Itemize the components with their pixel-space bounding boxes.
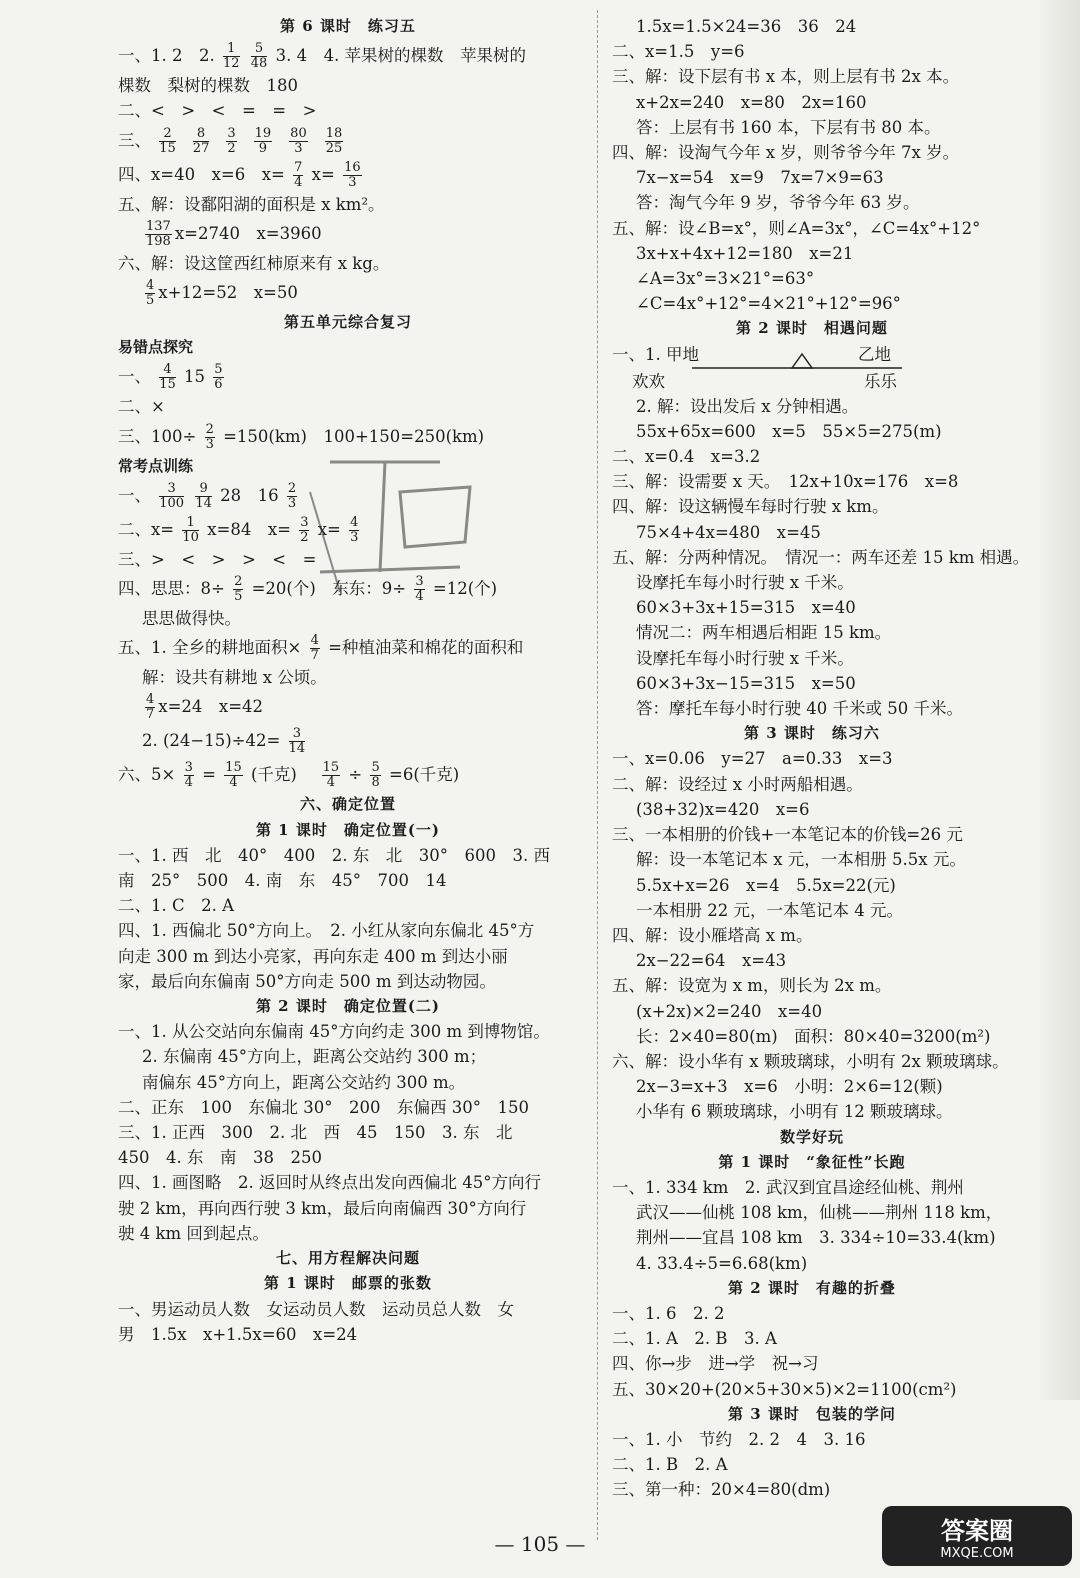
fraction: $\frac{1}{12}$ [222,41,240,72]
answer-line: 五、解：设鄱阳湖的面积是 x km²。 [118,194,385,214]
answer-line: 答：淘气今年 9 岁，爷爷今年 63 岁。 [636,193,920,213]
text: ÷ [348,765,363,785]
answer-line: 二、× [118,397,165,417]
answer-line: 一、1. 6 2. 2 [612,1303,725,1323]
answer-line: 四、你→步 进→学 祝→习 [612,1354,819,1374]
text: x= [311,164,335,184]
section-title: 第五单元综合复习 [283,313,412,332]
watermark-url: MXQE.COM [940,1546,1014,1561]
answer-line: 小华有 6 颗玻璃球，小明有 12 颗玻璃球。 [636,1102,953,1122]
text: =种植油菜和棉花的面积和 [328,638,524,658]
answer-line: 解：设一本笔记本 x 元，一本相册 5.5x 元。 [636,850,966,870]
answer-line [118,217,578,251]
diagram-label: 欢欢 [632,371,665,391]
text: 一、 [118,485,151,505]
answer-line: 60×3+3x−15=315 x=50 [636,673,856,693]
text: 三、100÷ [118,426,197,446]
answer-line: 设摩托车每小时行驶 x 千米。 [636,648,854,668]
section-title: 六、确定位置 [299,795,396,814]
answer-line: 五、30×20+(20×5+30×5)×2=1100(cm²) [612,1379,957,1399]
answer-line: 一、x=0.06 y=27 a=0.33 x=3 [612,749,893,769]
answer-line: 南 25° 500 4. 南 东 45° 700 14 [118,871,447,891]
answer-line: 四、解：设淘气今年 x 岁，则爷爷今年 7x 岁。 [612,143,960,163]
answer-line: 家，最后向东偏南 50°方向走 500 m 到达动物园。 [118,971,496,991]
answer-line: 答：摩托车每小时行驶 40 千米或 50 千米。 [636,699,963,719]
route-line [672,346,972,376]
answer-line: 向走 300 m 到达小亮家，再向东走 400 m 到达小丽 [118,946,508,966]
text: 2. (24−15)÷42= [142,731,281,751]
text: 四、x=40 x=6 x= [118,164,285,184]
text: 一、 [118,367,151,387]
section-title: 七、用方程解决问题 [275,1249,420,1268]
answer-line: 一、1. 西 北 40° 400 2. 东 北 30° 600 3. 西 [118,845,550,865]
fraction: $\frac{3}{100}$ [159,480,185,511]
answer-line: 1.5x=1.5×24=36 36 24 [636,17,857,36]
text: 15 [184,367,206,387]
lesson-title: 第 1 课时 邮票的张数 [264,1274,432,1293]
fraction: $\frac{5}{8}$ [371,760,380,791]
answer-line: 驶 4 km 回到起点。 [118,1223,269,1243]
answer-line [118,631,578,665]
answer-line: 7x−x=54 x=9 7x=7×9=63 [636,168,884,188]
lesson-title: 第 2 课时 相遇问题 [736,319,888,338]
answer-line: 三、一本相册的价钱+一本笔记本的价钱=26 元 [612,825,963,845]
fraction: $\frac{15}{4}$ [322,760,340,791]
fraction: $\frac{4}{3}$ [350,514,359,545]
section-title: 第 6 课时 练习五 [280,17,416,35]
answer-line: 二、< > < = = > [118,101,317,121]
text: 3. 4 4. 苹果树的棵数 苹果树的 [275,46,527,66]
answer-line: 驶 2 km，再向西行驶 3 km，最后向南偏西 30°方向行 [118,1198,527,1218]
answer-line: 男 1.5x x+1.5x=60 x=24 [118,1324,358,1344]
fraction: $\frac{3}{4}$ [184,760,193,791]
fraction: $\frac{2}{15}$ [159,125,176,156]
fraction: $\frac{3}{2}$ [227,125,236,156]
text: x=24 x=42 [158,697,264,717]
answer-line: 六、解：设这筐西红柿原来有 x kg。 [118,253,390,273]
answer-line: 450 4. 东 南 38 250 [118,1148,322,1168]
answer-line: 四、解：设这辆慢车每时行驶 x km。 [612,497,889,517]
answer-line: 解：设共有耕地 x 公顷。 [142,668,327,688]
subsection-title: 常考点训练 [118,456,194,475]
answer-line [118,158,578,192]
answer-line: 四、1. 西偏北 50°方向上。 2. 小红从家向东偏北 45°方 [118,921,535,941]
text: 二、x= [118,519,175,539]
answer-line: 75×4+4x=480 x=45 [636,522,821,542]
fraction: $\frac{3}{4}$ [415,574,424,605]
answer-line: 五、解：设宽为 x m，则长为 2x m。 [612,976,892,996]
fraction: $\frac{137}{198}$ [146,218,171,249]
subsection-title: 易错点探究 [118,338,194,357]
answer-line: 2x−22=64 x=43 [636,951,787,971]
answer-line: 一本相册 22 元，一本笔记本 4 元。 [636,900,903,920]
fraction: $\frac{16}{3}$ [344,159,361,190]
answer-line: 答：上层有书 160 本，下层有书 80 本。 [636,117,941,137]
right-column [612,14,1030,1503]
lesson-title: 第 3 课时 包装的学问 [728,1404,896,1423]
fraction: $\frac{2}{3}$ [287,480,297,511]
lesson-title: 第 2 课时 有趣的折叠 [728,1278,896,1297]
answer-line: 四、解：设小雁塔高 x m。 [612,925,813,945]
answer-line: x+2x=240 x=80 2x=160 [636,92,867,112]
section-title: 数学好玩 [779,1127,844,1146]
left-column [118,14,578,1347]
text: 六、5× [118,765,176,785]
site-watermark [882,1506,1072,1566]
answer-line: 4. 33.4÷5=6.68(km) [636,1253,808,1273]
fraction: $\frac{4}{7}$ [310,633,319,664]
answer-line [118,724,578,758]
answer-line: 3x+x+4x+12=180 x=21 [636,243,854,263]
lesson-title: 第 1 课时 “象征性”长跑 [718,1152,906,1171]
answer-line: 2. 解：设出发后 x 分钟相遇。 [636,396,859,416]
answer-line: 一、男运动员人数 女运动员人数 运动员总人数 女 [118,1299,514,1319]
answer-line: 长：2×40=80(m) 面积：80×40=3200(m²) [636,1026,991,1046]
diagram-label: 一、1. 甲地 [612,344,699,364]
text: 28 16 [220,485,279,505]
answer-line: 一、1. 小 节约 2. 2 4 3. 16 [612,1429,866,1449]
answer-line: 三、> < > > < = [118,549,317,569]
answer-line: 2. 东偏南 45°方向上，距离公交站约 300 m； [142,1047,487,1067]
answer-line: 55x+65x=600 x=5 55×5=275(m) [636,421,942,441]
answer-line: 三、解：设下层有书 x 本，则上层有书 2x 本。 [612,67,960,87]
answer-line: 60×3+3x+15=315 x=40 [636,598,856,618]
lesson-title: 第 2 课时 确定位置(二) [255,997,441,1016]
fraction: $\frac{9}{14}$ [195,480,212,511]
answer-line: 二、1. B 2. A [612,1455,728,1475]
fraction: $\frac{5}{6}$ [214,362,223,393]
fraction: $\frac{18}{25}$ [325,125,343,156]
answer-line: 五、解：分两种情况。 情况一：两车还差 15 km 相遇。 [612,547,1030,567]
diagram-label: 乐乐 [864,371,897,391]
answer-line: 棵数 梨树的棵数 180 [118,76,298,96]
text: x=2740 x=3960 [174,223,322,243]
text: =20(个) 东东：9÷ [251,579,407,599]
answer-line: 荆州——宜昌 108 km 3. 334÷10=33.4(km) [636,1228,996,1248]
answer-line [118,360,578,394]
fraction: $\frac{3}{2}$ [300,514,309,545]
fraction: $\frac{80}{3}$ [290,125,307,156]
answer-line: 三、解：设需要 x 天。 12x+10x=176 x=8 [612,472,959,492]
text: =12(个) [432,579,498,599]
answer-line: 2x−3=x+3 x=6 小明：2×6=12(颗) [636,1077,943,1097]
answer-line: 武汉——仙桃 108 km，仙桃——荆州 118 km， [636,1203,1003,1223]
text: x= [317,519,341,539]
answer-line: 5.5x+x=26 x=4 5.5x=22(元) [636,875,896,895]
answer-line: 一、1. 从公交站向东偏南 45°方向约走 300 m 到博物馆。 [118,1022,550,1042]
answer-line: 二、1. A 2. B 3. A [612,1329,777,1349]
text: =6(千克) [389,765,460,785]
answer-line: 六、解：设小华有 x 颗玻璃球，小明有 2x 颗玻璃球。 [612,1051,1009,1071]
answer-line: ∠C=4x°+12°=4×21°+12°=96° [636,294,901,314]
fraction: $\frac{4}{7}$ [146,692,155,723]
fraction: $\frac{15}{4}$ [225,760,242,791]
column-divider [597,10,598,1540]
answer-line: (38+32)x=420 x=6 [636,799,810,819]
answer-line: 一、1. 334 km 2. 武汉到宜昌途经仙桃、荆州 [612,1177,964,1197]
page-edge [1040,0,1080,1400]
answer-line: 三、第一种：20×4=80(dm) [612,1480,831,1500]
fraction: $\frac{19}{9}$ [254,125,272,156]
answer-line: 南偏东 45°方向上，距离公交站约 300 m。 [142,1072,466,1092]
page-number: — 105 — [494,1532,586,1556]
text: 四、思思：8÷ [118,579,225,599]
answer-line: 二、x=0.4 x=3.2 [612,447,761,467]
answer-line: 二、1. C 2. A [118,896,235,916]
fraction: $\frac{1}{10}$ [182,514,199,545]
answer-line [118,276,578,310]
answer-line: 二、正东 100 东偏北 30° 200 东偏西 30° 150 [118,1097,529,1117]
stamp-mark [290,432,510,622]
answer-line: ∠A=3x°=3×21°=63° [636,269,815,289]
answer-line: 情况二：两车相遇后相距 15 km。 [636,623,892,643]
fraction: $\frac{2}{3}$ [205,421,214,452]
answer-line: (x+2x)×2=240 x=40 [636,1001,823,1021]
answer-line: 四、1. 画图略 2. 返回时从终点出发向西偏北 45°方向行 [118,1173,541,1193]
answer-line: 五、解：设∠B=x°，则∠A=3x°，∠C=4x°+12° [612,218,981,238]
text: (千克) [250,765,314,785]
text: =150(km) 100+150=250(km) [223,426,485,446]
answer-line: 三、1. 正西 300 2. 北 西 45 150 3. 东 北 [118,1123,513,1143]
meeting-diagram [612,342,1012,394]
answer-line [118,124,578,158]
text: 五、1. 全乡的耕地面积× [118,638,302,658]
watermark-logo: 答案圈 [941,1517,1013,1545]
fraction: $\frac{4}{5}$ [146,278,155,309]
answer-line [118,758,578,792]
text: 三、 [118,130,151,150]
fraction: $\frac{8}{27}$ [192,125,210,156]
diagram-label: 乙地 [858,344,891,364]
text: = [202,765,216,785]
answer-line: 思思做得快。 [142,609,241,629]
text: x+12=52 x=50 [158,283,298,303]
answer-line [118,690,578,724]
lesson-title: 第 3 课时 练习六 [744,724,880,743]
answer-line: 二、解：设经过 x 小时两船相遇。 [612,774,863,794]
answer-line: 二、x=1.5 y=6 [612,42,745,62]
answer-line [118,39,578,73]
fraction: $\frac{3}{14}$ [288,726,306,757]
answer-line: 设摩托车每小时行驶 x 千米。 [636,573,854,593]
stamp-drawing [290,432,510,622]
text: 一、1. 2 2. [118,46,215,66]
fraction: $\frac{4}{15}$ [159,362,176,393]
lesson-title: 第 1 课时 确定位置(一) [255,820,441,839]
fraction: $\frac{7}{4}$ [294,159,303,190]
fraction: $\frac{2}{5}$ [234,574,243,605]
fraction: $\frac{5}{48}$ [250,41,268,72]
text: x=84 x= [207,519,291,539]
